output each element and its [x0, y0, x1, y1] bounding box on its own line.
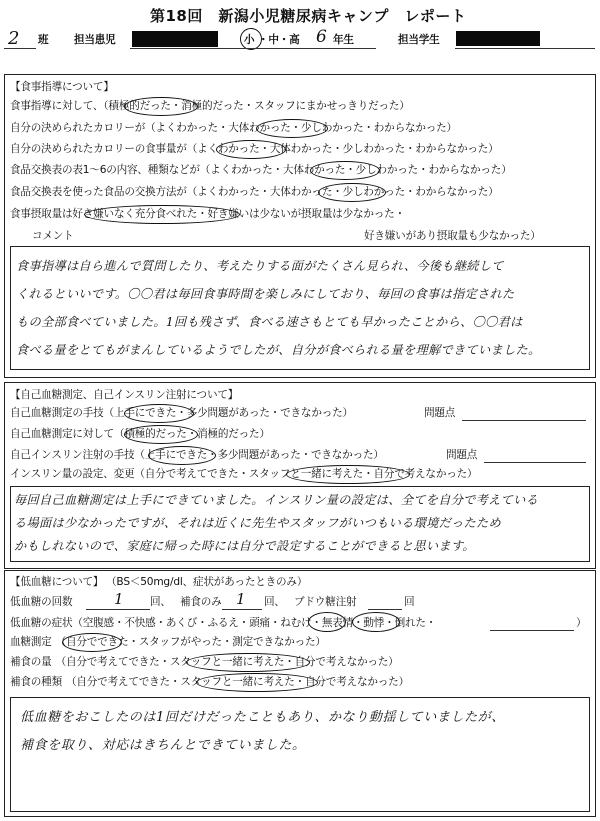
hypo-snack-underline — [222, 609, 262, 610]
team-label: 班 — [38, 34, 49, 46]
diet-row-label: 自分の決められたカロリーの食事量が — [10, 143, 187, 155]
selection-circle-mark — [148, 446, 216, 465]
selection-circle-mark — [352, 612, 400, 632]
insulin-comment-line: かもしれないので、家庭に帰った時には自分で設定することができると思います。 — [14, 539, 475, 553]
diet-comment-label: コメント — [32, 230, 74, 242]
grade-underline — [236, 48, 376, 49]
insulin-comment-line: 毎回自己血糖測定は上手にできていました。インスリン量の設定は、全てを自分で考えている — [14, 493, 539, 507]
hypo-measure-label: 血糖測定 — [10, 636, 52, 648]
grade-suffix: 年生 — [333, 34, 354, 46]
insulin-row-label: 自己インスリン注射の手技 — [10, 449, 135, 461]
diet-comment-line: くれるといいです。〇〇君は毎回食事時間を楽しみにしており、毎回の食事は指定された — [16, 287, 515, 301]
diet-section-title: 【食事指導について】 — [10, 81, 114, 93]
hypo-section-title: 【低血糖について】 — [10, 576, 104, 588]
insulin-row-3-tail: 問題点 — [446, 449, 478, 461]
insulin-row-options: （積極的だった・消極的だった） — [113, 428, 270, 440]
hypo-symptom-label: 低血糖の症状 — [10, 617, 73, 629]
team-number: 2 — [8, 28, 20, 49]
hypo-glucose-unit: 回 — [404, 596, 415, 608]
page-title: 第18回 新潟小児糖尿病キャンプ レポート — [150, 7, 467, 25]
selection-circle-mark — [62, 633, 122, 652]
student-label: 担当学生 — [398, 34, 440, 46]
diet-comment-line: 食べる量をとてもがまんしているようでしたが、自分が食べられる量を理解できていました。 — [16, 343, 541, 357]
hypo-snack-value: 1 — [236, 590, 246, 608]
diet-comment-line: 食事指導は自ら進んで質問したり、考えたりする面がたくさん見られ、今後も継続して — [16, 259, 504, 273]
problem-underline — [462, 420, 586, 421]
diet-row-1 — [10, 99, 410, 113]
diet-row-options: （よくわかった・大体わかった・少しわかった・わからなかった） — [145, 122, 457, 134]
diet-row-label: 自分の決められたカロリーが — [10, 122, 146, 134]
hypo-snack-amount-label: 補食の量 — [10, 656, 52, 668]
selection-circle-mark — [124, 404, 194, 423]
diet-row-5 — [10, 185, 499, 199]
problem-underline — [484, 462, 586, 463]
hypo-section-note: （BS＜50mg/dl、症状があったときのみ） — [111, 576, 308, 588]
student-underline — [455, 48, 595, 49]
grade-options: ・中・高 — [258, 34, 300, 46]
insulin-row-label: 自己血糖測定に対して — [10, 428, 114, 440]
hypo-snack-unit: 回、 — [264, 596, 285, 608]
diet-row-options: （積極的だった・消極的だった・スタッフにまかせっきりだった） — [103, 100, 410, 112]
hypo-comment-line: 補食を取り、対応はきちんとできていました。 — [20, 738, 306, 753]
insulin-comment-line: る場面は少なかったですが、それは近くに先生やスタッフがいつもいる環境だったため — [14, 516, 502, 530]
diet-row-options: （よくわかった・大体わかった・少しわかった・わからなかった） — [186, 143, 499, 155]
diet-row-options: （よくわかった・大体わかった・少しわかった・わからなかった） — [199, 164, 512, 176]
diet-row-label: 食事摂取量は — [10, 208, 73, 220]
insulin-row-label: 自己血糖測定の手技 — [10, 407, 104, 419]
diet-row-options: 好き嫌いなく充分食べれた・好き嫌いは少ないが摂取量は少なかった・ — [72, 208, 405, 220]
diet-row-label: 食品交換表を使った食品の交換方法が — [10, 186, 187, 198]
hypo-snack-amount-options: （自分で考えてできた・スタッフと一緒に考えた・自分で考えなかった） — [55, 656, 399, 668]
insulin-row-1-tail: 問題点 — [424, 407, 456, 419]
selection-circle-mark — [124, 97, 198, 116]
diet-extra-option: 好き嫌いがあり摂取量も少なかった） — [364, 230, 541, 242]
selection-circle-mark — [318, 183, 386, 202]
diet-row-label: 食事指導に対して、 — [10, 100, 104, 112]
selection-circle-mark — [196, 673, 318, 692]
student-name-redacted — [456, 31, 540, 46]
hypo-count-unit: 回、 — [150, 596, 171, 608]
selection-circle-mark — [286, 465, 410, 484]
diet-row-2 — [10, 121, 457, 135]
selection-circle-mark — [216, 140, 286, 159]
team-underline — [4, 48, 36, 49]
selection-circle-mark — [186, 653, 310, 672]
hypo-section-title-row — [10, 575, 307, 589]
selection-circle-mark — [256, 119, 328, 138]
hypo-count-label: 低血糖の回数 — [10, 596, 73, 608]
hypo-comment-line: 低血糖をおこしたのは1回だけだったこともあり、かなり動揺していましたが、 — [20, 710, 505, 725]
hypo-symptom-other-underline — [490, 630, 574, 631]
diet-row-4 — [10, 163, 512, 177]
hypo-measure-options: （自分でできた・スタッフがやった・測定できなかった） — [55, 636, 326, 648]
diet-row-options: （よくわかった・大体わかった・少しわかった・わからなかった） — [186, 186, 499, 198]
hypo-snack-type-options: （自分で考えてできた・スタッフと一緒に考えた・自分で考えなかった） — [65, 676, 409, 688]
hypo-count-value: 1 — [114, 590, 124, 608]
patient-name-redacted — [132, 31, 218, 47]
insulin-row-options: （上手にできた・多少問題があった・できなかった） — [103, 407, 353, 419]
hypo-glucose-underline — [368, 609, 402, 610]
selection-circle-mark — [84, 205, 240, 224]
diet-row-label: 食品交換表の表1～6の内容、種類などが — [10, 164, 200, 176]
insulin-section-title: 【自己血糖測定、自己インスリン注射について】 — [10, 389, 239, 401]
selection-circle-mark — [124, 425, 198, 444]
grade-elementary: 小 — [244, 34, 255, 46]
patient-label: 担当患児 — [74, 34, 116, 46]
hypo-snack-type-label: 補食の種類 — [10, 676, 62, 688]
insulin-row-label: インスリン量の設定、変更 — [10, 468, 135, 480]
grade-value: 6 — [316, 27, 327, 47]
hypo-measure-row — [10, 635, 326, 649]
hypo-symptom-options: （空腹感・不快感・あくび・ふるえ・頭痛・ねむけ・無表情・動悸・倒れた・ — [72, 617, 437, 629]
patient-underline — [130, 48, 238, 49]
selection-circle-mark — [310, 161, 380, 180]
insulin-row-options: （自分で考えてできた・スタッフと一緒に考えた・自分で考えなかった） — [134, 468, 478, 480]
diet-comment-line: もの全部食べていました。1回も残さず、食べる速さもとても早かったことから、〇〇君は — [16, 315, 523, 329]
hypo-symptom-close: ） — [576, 617, 587, 629]
insulin-row-options: （上手にできた・多少問題があった・できなかった） — [134, 449, 384, 461]
hypo-glucose-label: ブドウ糖注射 — [294, 596, 357, 608]
hypo-count-underline — [86, 609, 150, 610]
selection-circle-mark — [308, 612, 346, 632]
hypo-snack-label: 補食のみ — [180, 596, 222, 608]
